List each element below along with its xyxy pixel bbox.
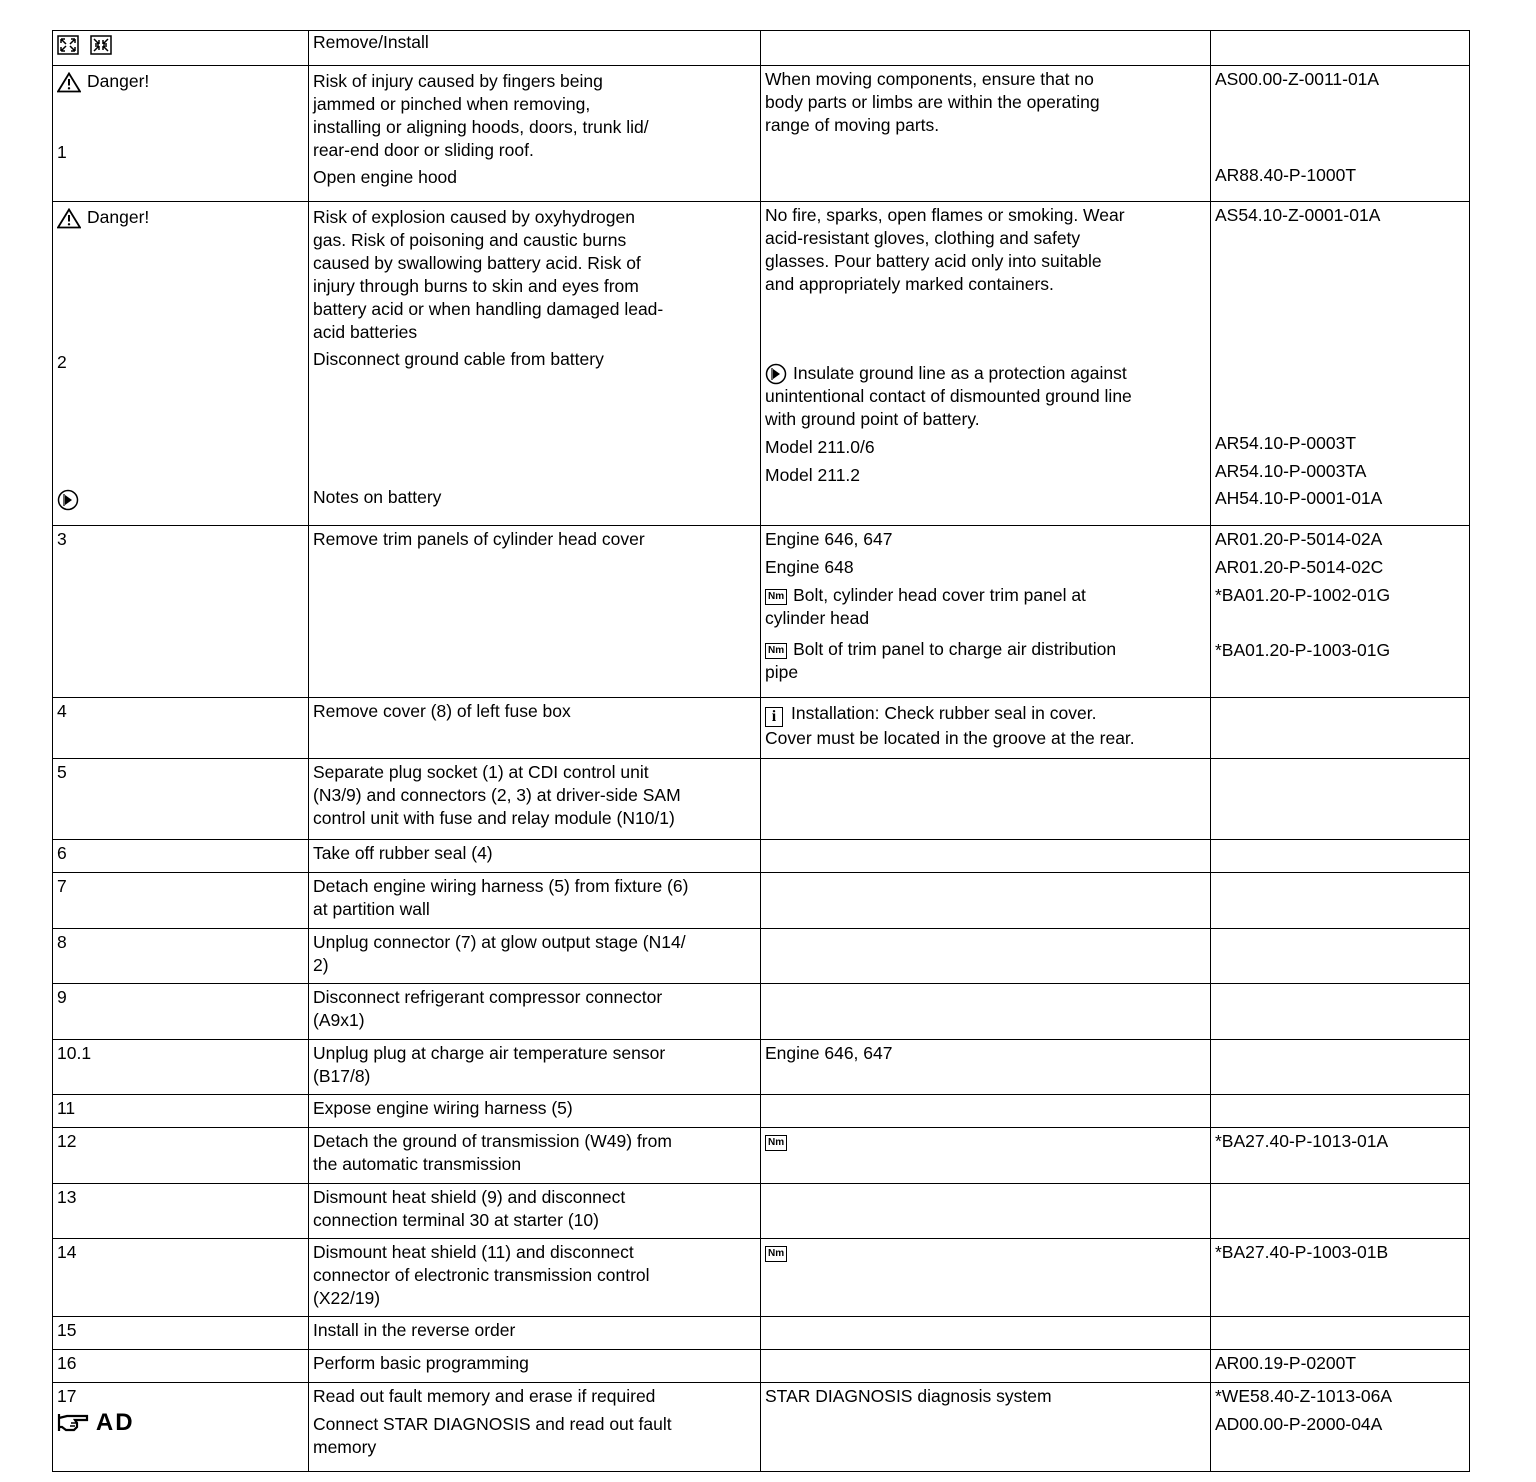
step-text: Read out fault memory and erase if required bbox=[313, 1386, 656, 1406]
step-number: 10.1 bbox=[53, 1040, 309, 1095]
step-text: Open engine hood bbox=[313, 167, 458, 187]
step-number: 14 bbox=[53, 1239, 309, 1317]
table-row bbox=[53, 1095, 1470, 1128]
table-row bbox=[53, 31, 1470, 66]
step-text: Install in the reverse order bbox=[309, 1317, 761, 1350]
torque-nm-icon: Nm bbox=[765, 1135, 787, 1151]
table-row: Danger! 1 Risk of injury caused by fingers being jammed or pinched when removing, installing or aligning hoods, doors, trunk lid/ rear-end door or sliding roof. Open engine hood When moving components, ensure that no body parts or limbs are within the operating range of moving parts. AS00.00-Z-0011-01A AR88.40-P-1000T bbox=[53, 66, 1470, 202]
danger-label: Danger! bbox=[57, 70, 304, 93]
step-number: 1 bbox=[57, 142, 67, 162]
expand-icon bbox=[57, 35, 79, 55]
header-icons-cell bbox=[53, 31, 309, 66]
doc-reference[interactable]: AR88.40-P-1000T bbox=[1215, 165, 1357, 185]
info-note-icon bbox=[765, 363, 787, 385]
table-row: 14 Dismount heat shield (11) and disconnect connector of electronic transmission control (X22/19) Nm *BA27.40-P-1003-01B bbox=[53, 1239, 1470, 1317]
doc-reference[interactable]: *BA27.40-P-1003-01B bbox=[1211, 1239, 1470, 1317]
step-text: Remove cover (8) of left fuse box bbox=[309, 698, 761, 759]
step-number: 13 bbox=[53, 1184, 309, 1239]
step-text: Notes on battery bbox=[313, 487, 442, 507]
doc-reference[interactable]: AR54.10-P-0003TA bbox=[1215, 461, 1367, 481]
table-row: 17 AD Read out fault memory and erase if required Connect STAR DIAGNOSIS and read out fault memory STAR DIAGNOSIS diagnosis system *WE58.40-Z-1013-06A AD00.00-P-2000-04A bbox=[53, 1383, 1470, 1472]
doc-reference[interactable]: AR00.19-P-0200T bbox=[1211, 1350, 1470, 1383]
doc-reference[interactable]: *BA01.20-P-1002-01G bbox=[1215, 585, 1391, 605]
torque-nm-icon: Nm bbox=[765, 589, 787, 605]
doc-reference[interactable]: AH54.10-P-0001-01A bbox=[1215, 488, 1383, 508]
step-number: 7 bbox=[53, 873, 309, 929]
step-number: 6 bbox=[53, 840, 309, 873]
info-note-icon bbox=[57, 489, 79, 511]
table-row: 5 Separate plug socket (1) at CDI control unit (N3/9) and connectors (2, 3) at driver-side SAM control unit with fuse and relay module (N10/1) bbox=[53, 759, 1470, 840]
doc-reference[interactable]: *BA27.40-P-1013-01A bbox=[1211, 1128, 1470, 1184]
warning-triangle-icon bbox=[57, 208, 81, 229]
step-number: 12 bbox=[53, 1128, 309, 1184]
step-number: 9 bbox=[53, 984, 309, 1040]
collapse-icon bbox=[90, 35, 112, 55]
table-row: 12 Detach the ground of transmission (W49) from the automatic transmission Nm *BA27.40-P-1013-01A bbox=[53, 1128, 1470, 1184]
step-number: 5 bbox=[53, 759, 309, 840]
procedure-table bbox=[52, 30, 1470, 1472]
table-row bbox=[53, 1350, 1470, 1383]
step-number: 15 bbox=[53, 1317, 309, 1350]
doc-reference[interactable]: *WE58.40-Z-1013-06A bbox=[1215, 1386, 1393, 1406]
table-row: 8 Unplug connector (7) at glow output stage (N14/ 2) bbox=[53, 929, 1470, 984]
page-title: Remove/Install bbox=[309, 31, 761, 66]
step-number: 2 bbox=[57, 352, 67, 372]
doc-reference[interactable]: AD00.00-P-2000-04A bbox=[1215, 1414, 1383, 1434]
pointing-hand-icon bbox=[57, 1411, 91, 1433]
doc-reference[interactable]: AR54.10-P-0003T bbox=[1215, 433, 1357, 453]
table-row: 9 Disconnect refrigerant compressor connector (A9x1) bbox=[53, 984, 1470, 1040]
step-text: Disconnect ground cable from battery bbox=[313, 349, 604, 369]
table-row bbox=[53, 840, 1470, 873]
doc-reference[interactable]: *BA01.20-P-1003-01G bbox=[1215, 640, 1391, 660]
doc-reference[interactable]: AR01.20-P-5014-02A bbox=[1215, 529, 1383, 549]
table-row: 7 Detach engine wiring harness (5) from fixture (6) at partition wall bbox=[53, 873, 1470, 929]
doc-reference[interactable]: AR01.20-P-5014-02C bbox=[1215, 557, 1384, 577]
step-number: 17 bbox=[57, 1386, 77, 1406]
step-text: Perform basic programming bbox=[309, 1350, 761, 1383]
warning-triangle-icon bbox=[57, 72, 81, 93]
table-row: 3 Remove trim panels of cylinder head cover Engine 646, 647 Engine 648 Nm Bolt, cylinder head cover trim panel at cylinder head Nm Bolt of trim panel to charge air distribution pipe AR01.20-P-5014-02A AR01.20-P-5014-02C *BA01.20-P-1002-01G *BA01.20-P-1003-01G bbox=[53, 526, 1470, 698]
ad-label: AD bbox=[95, 1408, 135, 1436]
step-number: 4 bbox=[53, 698, 309, 759]
torque-nm-icon: Nm bbox=[765, 1246, 787, 1262]
table-row: 13 Dismount heat shield (9) and disconnect connection terminal 30 at starter (10) bbox=[53, 1184, 1470, 1239]
table-row bbox=[53, 1317, 1470, 1350]
step-text: Take off rubber seal (4) bbox=[309, 840, 761, 873]
step-number: 11 bbox=[53, 1095, 309, 1128]
torque-nm-icon: Nm bbox=[765, 643, 787, 659]
table-row: 4 Remove cover (8) of left fuse box i Installation: Check rubber seal in cover. Cover must be located in the groove at the rear. bbox=[53, 698, 1470, 759]
danger-label: Danger! bbox=[57, 206, 304, 229]
table-row: Danger! 2 Risk of explosion caused by oxyhydrogen gas. Risk of poisoning and caustic burns caused by swallowing battery acid. Risk of injury through burns to skin and eyes from battery acid or when handling damaged lead- acid batteries Disconnect ground cable from battery Notes on battery No fire, sparks, open flames or smoking. Wear acid-resistant gloves, clothing and safety glasses. Pour battery acid only into suitable and appropriately marked containers. Insulate ground line as a protection against unintentional contact of dismounted ground line with ground point of battery. Model 211.0/6 Model 211.2 AS54.10-Z-0001-01A AR54.10-P-0003T AR54.10-P-0003TA AH54.10-P-0001-01A bbox=[53, 202, 1470, 526]
step-text: Remove trim panels of cylinder head cover bbox=[309, 526, 761, 698]
step-text: Expose engine wiring harness (5) bbox=[309, 1095, 761, 1128]
table-row: 10.1 Unplug plug at charge air temperature sensor (B17/8) Engine 646, 647 bbox=[53, 1040, 1470, 1095]
info-icon: i bbox=[765, 707, 783, 727]
step-number: 16 bbox=[53, 1350, 309, 1383]
step-number: 3 bbox=[53, 526, 309, 698]
doc-reference[interactable]: AS54.10-Z-0001-01A bbox=[1215, 205, 1381, 225]
doc-reference[interactable]: AS00.00-Z-0011-01A bbox=[1215, 69, 1380, 89]
step-number: 8 bbox=[53, 929, 309, 984]
